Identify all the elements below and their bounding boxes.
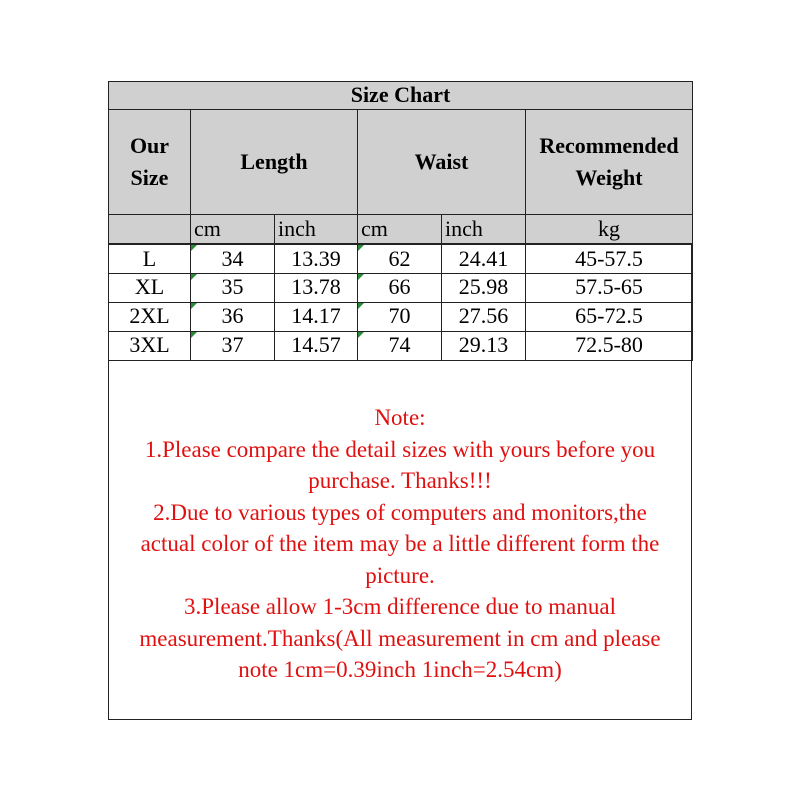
cell-waist-inch: 24.41 — [442, 244, 526, 273]
note-block — [108, 402, 692, 686]
cell-weight: 57.5-65 — [526, 273, 693, 302]
cell-size: 2XL — [109, 302, 191, 331]
cell-length-cm: 37 — [191, 331, 275, 360]
note-line: actual color of the item may be a little different form the — [140, 531, 660, 556]
note-line: 3.Please allow 1-3cm difference due to manual — [184, 594, 616, 619]
cell-length-cm: 35 — [191, 273, 275, 302]
note-line: purchase. Thanks!!! — [308, 468, 492, 493]
cell-size: XL — [109, 273, 191, 302]
table-row — [109, 302, 693, 331]
note-heading: Note: — [374, 405, 426, 430]
cell-length-inch: 13.78 — [275, 273, 358, 302]
header-recommended-weight: Recommended Weight — [526, 110, 693, 215]
cell-length-inch: 13.39 — [275, 244, 358, 273]
unit-weight: kg — [526, 215, 693, 245]
header-waist: Waist — [358, 110, 526, 215]
header-our-size: Our Size — [109, 110, 191, 215]
cell-length-inch: 14.57 — [275, 331, 358, 360]
cell-waist-inch: 27.56 — [442, 302, 526, 331]
note-line: measurement.Thanks(All measurement in cm and please — [139, 625, 661, 651]
unit-blank — [109, 215, 191, 245]
table-row — [109, 244, 693, 273]
unit-length-cm: cm — [191, 215, 275, 245]
note-line: 1.Please compare the detail sizes with yours before you — [144, 436, 656, 462]
cell-weight: 65-72.5 — [526, 302, 693, 331]
cell-waist-cm: 74 — [358, 331, 442, 360]
cell-size: L — [109, 244, 191, 273]
unit-length-inch: inch — [275, 215, 358, 245]
chart-title: Size Chart — [109, 82, 693, 110]
cell-weight: 72.5-80 — [526, 331, 693, 360]
note-line: picture. — [365, 562, 435, 588]
cell-length-cm: 36 — [191, 302, 275, 331]
cell-length-cm: 34 — [191, 244, 275, 273]
cell-waist-inch: 29.13 — [442, 331, 526, 360]
note-line: 2.Due to various types of computers and monitors,the — [153, 499, 647, 525]
cell-waist-cm: 70 — [358, 302, 442, 331]
cell-waist-cm: 66 — [358, 273, 442, 302]
table-row — [109, 273, 693, 302]
header-length: Length — [191, 110, 358, 215]
unit-waist-inch: inch — [442, 215, 526, 245]
table-row — [109, 331, 693, 360]
cell-waist-inch: 25.98 — [442, 273, 526, 302]
note-line: note 1cm=0.39inch 1inch=2.54cm) — [238, 657, 562, 682]
cell-size: 3XL — [109, 331, 191, 360]
cell-weight: 45-57.5 — [526, 244, 693, 273]
cell-waist-cm: 62 — [358, 244, 442, 273]
size-chart-table — [108, 81, 693, 361]
cell-length-inch: 14.17 — [275, 302, 358, 331]
unit-waist-cm: cm — [358, 215, 442, 245]
